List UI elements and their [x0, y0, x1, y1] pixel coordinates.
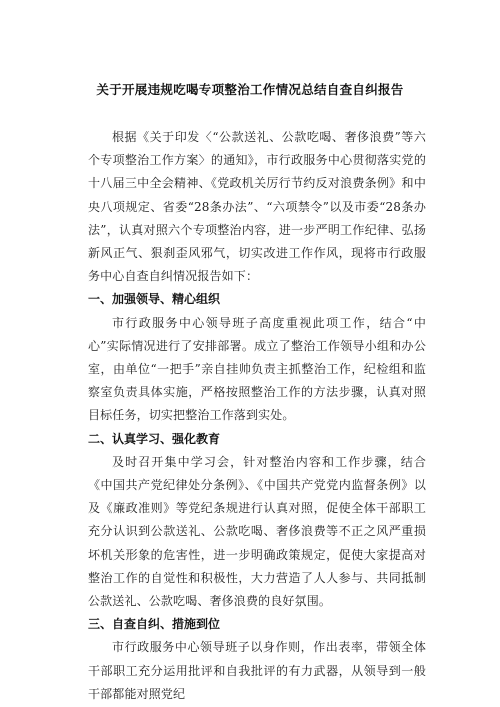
section-heading-3: 三、自查自纠、措施到位	[88, 617, 221, 632]
section-paragraph-3: 市行政服务中心领导班子以身作则，作出表率，带领全体干部职工充分运用批评和自我批评的有力武器，从领导到一般干部都能对照党纪	[88, 640, 426, 701]
section-paragraph-1: 市行政服务中心领导班子高度重视此项工作，结合“中心”实际情况进行了安排部署。成立了整治工作领导小组和办公室，由单位“一把手”亲自挂帅负责主抓整治工作，纪检组和监察室负责具体实施，严格按照整治工作的方法步骤，认真对照目标任务，切实把整治工作落到实处。	[88, 315, 426, 423]
document-body	[88, 126, 426, 706]
section-heading-2: 二、认真学习、强化教育	[88, 431, 221, 446]
document-title: 关于开展违规吃喝专项整治工作情况总结自查自纠报告	[96, 82, 404, 97]
section-heading-1: 一、加强领导、精心组织	[88, 292, 221, 307]
section-paragraph-2: 及时召开集中学习会，针对整治内容和工作步骤，结合《中国共产党纪律处分条例》、《中国共产党党内监督条例》以及《廉政准则》等党纪条规进行认真对照，促使全体干部职工充分认识到公款送礼、公款吃喝、奢侈浪费等不正之风严重损坏机关形象的危害性，进一步明确政策规定，促使大家提高对整治工作的自觉性和积极性，大力营造了人人参与、共同抵制公款送礼、公款吃喝、奢侈浪费的良好氛围。	[88, 454, 426, 609]
intro-paragraph: 根据《关于印发〈“公款送礼、公款吃喝、奢侈浪费”等六个专项整治工作方案〉的通知》，市行政服务中心贯彻落实党的十八届三中全会精神、《党政机关厉行节约反对浪费条例》和中央八项规定、省委“28条办法”、“六项禁令”以及市委“28条办法”，认真对照六个专项整治内容，进一步严明工作纪律、弘扬新风正气、狠刹歪风邪气，切实改进工作作风，现将市行政服务中心自查自纠情况报告如下：	[88, 130, 426, 284]
